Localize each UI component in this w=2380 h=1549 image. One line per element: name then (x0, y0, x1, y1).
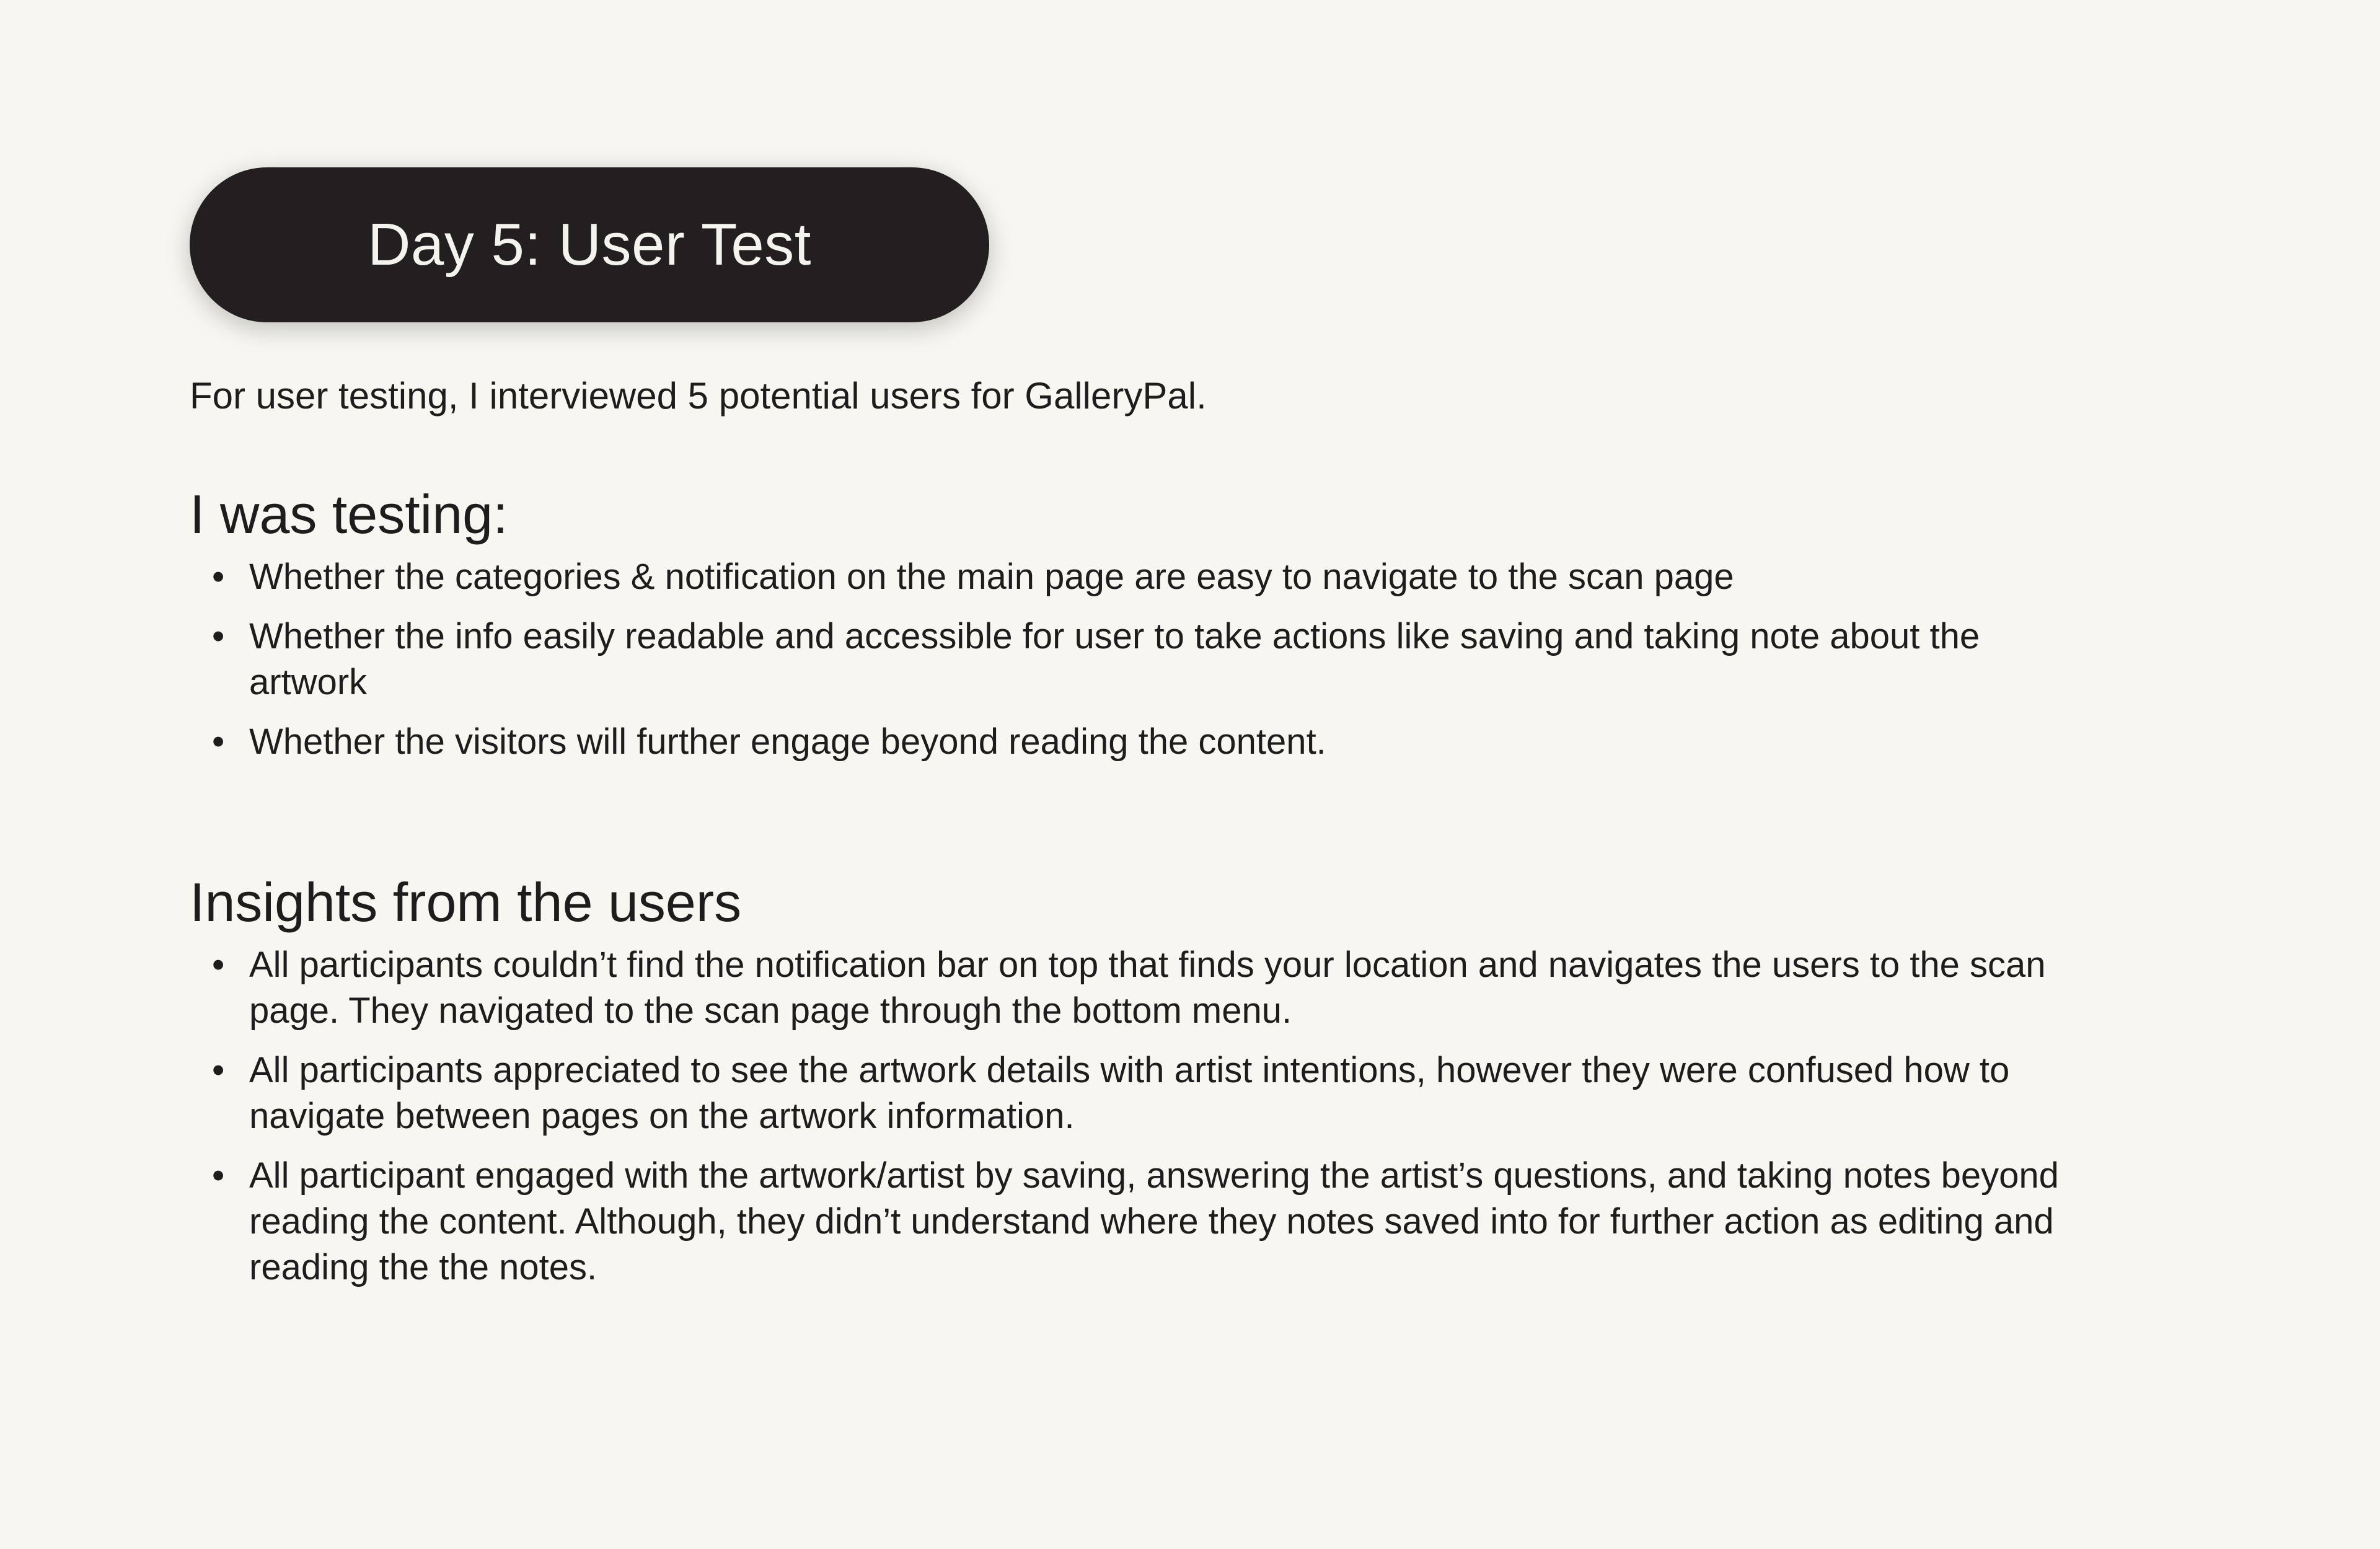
list-item: • Whether the info easily readable and accessible for user to take actions like saving and taking note about the artwork (249, 614, 2099, 705)
insights-section (190, 872, 2099, 1291)
list-item: • All participant engaged with the artwork/artist by saving, answering the artist’s questions, and taking notes beyond reading the content. Although, they didn’t understand where they notes saved into for further action as editing and reading the the notes. (249, 1153, 2099, 1291)
main-content (190, 167, 2099, 1304)
title-pill (190, 167, 989, 322)
testing-heading: I was testing: (190, 483, 508, 545)
list-item: • All participants couldn’t find the notification bar on top that finds your location and navigates the users to the scan page. They navigated to the scan page through the bottom menu. (249, 942, 2099, 1034)
list-item: • Whether the visitors will further engage beyond reading the content. (249, 719, 2099, 765)
page-title: Day 5: User Test (368, 211, 811, 278)
list-item: • Whether the categories & notification on the main page are easy to navigate to the scan page (249, 554, 2099, 600)
insights-list (190, 942, 2099, 1291)
testing-list (190, 554, 2099, 765)
intro-text: For user testing, I interviewed 5 potential users for GalleryPal. (190, 375, 1207, 417)
insights-heading: Insights from the users (190, 872, 742, 933)
list-item: • All participants appreciated to see the artwork details with artist intentions, however they were confused how to navigate between pages on the artwork information. (249, 1048, 2099, 1139)
testing-section (190, 483, 2099, 765)
